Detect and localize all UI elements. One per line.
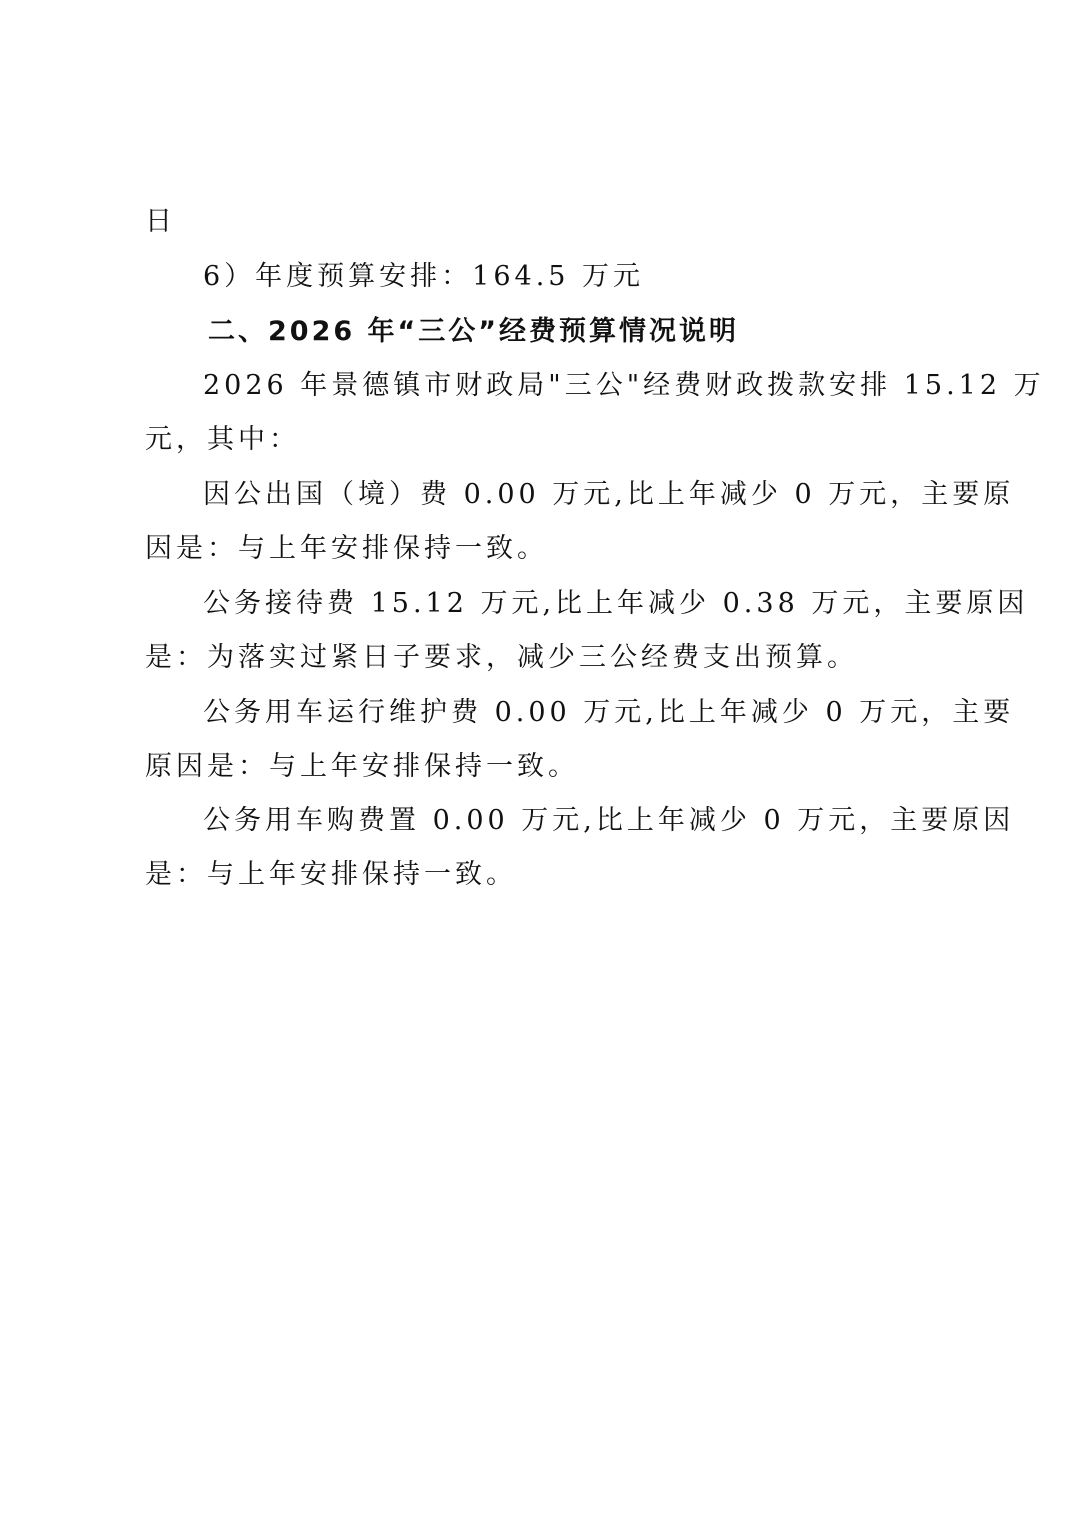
paragraph-line: 是：与上年安排保持一致。 xyxy=(145,859,517,890)
paragraph-line: 公务接待费 15.12 万元,比上年减少 0.38 万元，主要原因 xyxy=(203,588,1029,619)
paragraph-line: 公务用车购费置 0.00 万元,比上年减少 0 万元，主要原因 xyxy=(203,805,1015,836)
paragraph-line: 元，其中： xyxy=(145,424,300,455)
paragraph-line: 因是：与上年安排保持一致。 xyxy=(145,533,548,564)
paragraph-line: 公务用车运行维护费 0.00 万元,比上年减少 0 万元，主要 xyxy=(203,697,1015,728)
continuation-text: 日 xyxy=(145,206,176,237)
paragraph-line: 因公出国（境）费 0.00 万元,比上年减少 0 万元，主要原 xyxy=(203,479,1015,510)
paragraph-line: 是：为落实过紧日子要求，减少三公经费支出预算。 xyxy=(145,642,858,673)
paragraph-line: 原因是：与上年安排保持一致。 xyxy=(145,751,579,782)
section-heading: 二、2026 年“三公”经费预算情况说明 xyxy=(208,316,740,347)
paragraph-line: 2026 年景德镇市财政局"三公"经费财政拨款安排 15.12 万 xyxy=(203,370,1045,401)
budget-item-line: 6）年度预算安排：164.5 万元 xyxy=(203,261,645,292)
